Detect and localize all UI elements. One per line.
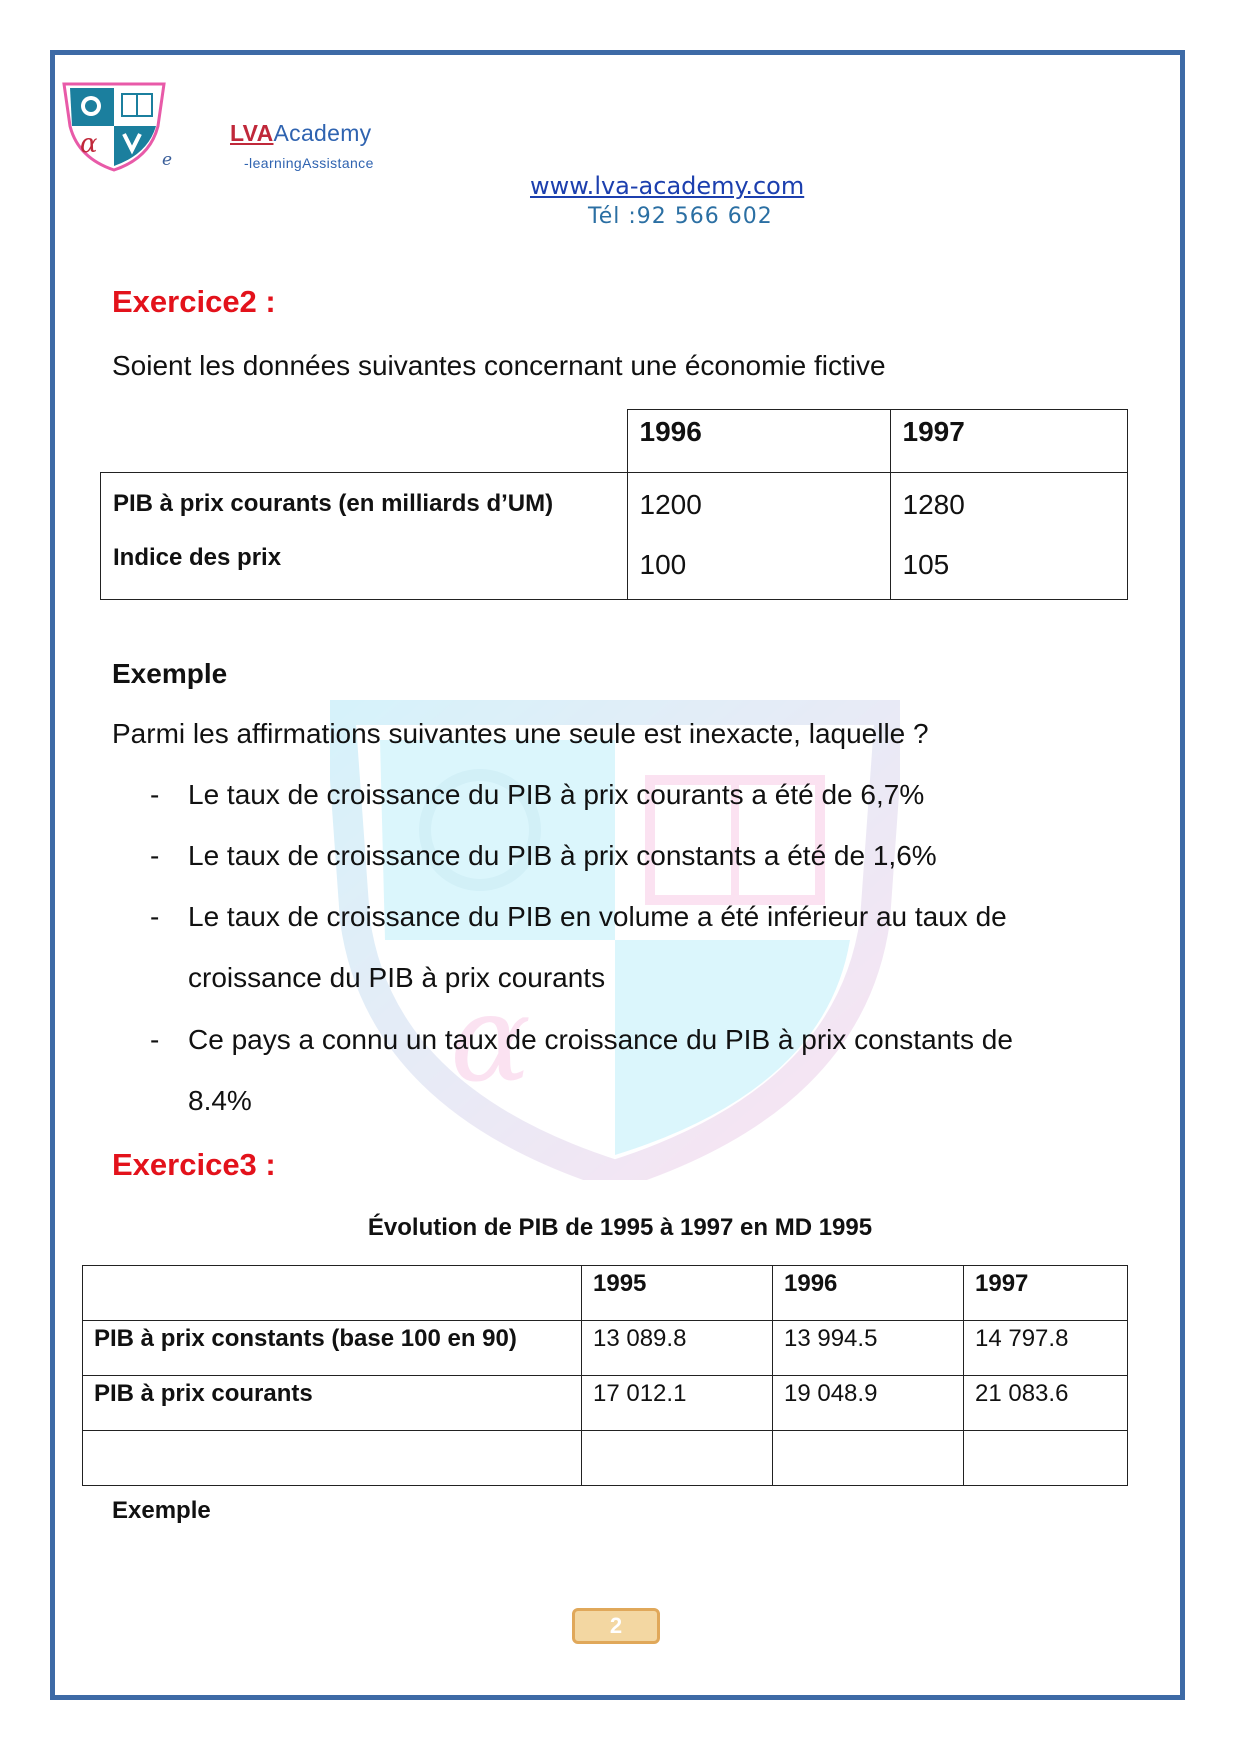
empty-cell bbox=[582, 1431, 773, 1486]
table-col-1997 bbox=[890, 473, 1128, 600]
pib-constants-1997: 14 797.8 bbox=[964, 1321, 1128, 1376]
exercise-2-intro: Soient les données suivantes concernant une économie fictive bbox=[112, 350, 886, 381]
exercise-2-table bbox=[100, 409, 1128, 600]
exercise-2-title: Exercice2 : bbox=[112, 284, 276, 319]
exercise-3-table-title: Évolution de PIB de 1995 à 1997 en MD 1995 bbox=[367, 1214, 873, 1241]
bullet-item: Ce pays a connu un taux de croissance du PIB à prix constants de bbox=[188, 1024, 1013, 1055]
indice-1996: 100 bbox=[639, 549, 687, 580]
bullet-dash: - bbox=[150, 840, 160, 871]
page-number: 2 bbox=[572, 1608, 660, 1644]
pib-1997: 1280 bbox=[902, 489, 965, 520]
exercise-3-title: Exercice3 : bbox=[112, 1147, 276, 1182]
bullet-dash: - bbox=[150, 901, 160, 932]
bullet-item: Le taux de croissance du PIB en volume a été inférieur au taux de bbox=[188, 901, 1007, 932]
brand-lva: LVA bbox=[230, 120, 274, 146]
pib-courants-1996: 19 048.9 bbox=[773, 1376, 964, 1431]
table-header-1996: 1996 bbox=[773, 1266, 964, 1321]
indice-1997: 105 bbox=[902, 549, 950, 580]
brand-academy: Academy bbox=[273, 120, 372, 146]
table-header-1997: 1997 bbox=[964, 1266, 1128, 1321]
table-row-labels bbox=[101, 473, 628, 600]
brand-name bbox=[230, 120, 371, 147]
brand-tagline: -learningAssistance bbox=[244, 155, 374, 171]
row-label-pib-courants: PIB à prix courants bbox=[83, 1376, 582, 1431]
svg-text:α: α bbox=[80, 129, 98, 159]
exercise-3-example-heading: Exemple bbox=[112, 1497, 211, 1524]
row-label-pib: PIB à prix courants (en milliards d’UM) bbox=[113, 490, 554, 517]
row-label-pib-constants: PIB à prix constants (base 100 en 90) bbox=[83, 1321, 582, 1376]
empty-cell bbox=[964, 1431, 1128, 1486]
pib-1996: 1200 bbox=[639, 489, 702, 520]
website-link[interactable]: www.lva-academy.com bbox=[530, 172, 805, 200]
empty-cell bbox=[83, 1431, 582, 1486]
bullet-item: Le taux de croissance du PIB à prix courants a été de 6,7% bbox=[188, 779, 925, 810]
table-col-1996 bbox=[627, 473, 890, 600]
table-empty-corner bbox=[83, 1266, 582, 1321]
bullet-item: Le taux de croissance du PIB à prix constants a été de 1,6% bbox=[188, 840, 937, 871]
exercise-2-question: Parmi les affirmations suivantes une seule est inexacte, laquelle ? bbox=[112, 718, 929, 749]
logo-e-letter: e bbox=[162, 150, 173, 170]
watermark-shield bbox=[330, 700, 900, 1180]
phone-number: Tél :92 566 602 bbox=[588, 204, 773, 229]
row-label-indice: Indice des prix bbox=[113, 544, 282, 571]
table-header-1995: 1995 bbox=[582, 1266, 773, 1321]
empty-cell bbox=[773, 1431, 964, 1486]
bullet-dash: - bbox=[150, 1024, 160, 1055]
pib-constants-1995: 13 089.8 bbox=[582, 1321, 773, 1376]
lva-academy-logo bbox=[58, 80, 173, 172]
bullet-item-continuation: 8.4% bbox=[188, 1085, 252, 1116]
exercise-2-example-heading: Exemple bbox=[112, 658, 228, 689]
pib-courants-1995: 17 012.1 bbox=[582, 1376, 773, 1431]
table-empty-corner bbox=[101, 410, 628, 473]
pib-courants-1997: 21 083.6 bbox=[964, 1376, 1128, 1431]
bullet-item-continuation: croissance du PIB à prix courants bbox=[188, 962, 606, 993]
exercise-3-table bbox=[82, 1265, 1128, 1486]
pib-constants-1996: 13 994.5 bbox=[773, 1321, 964, 1376]
bullet-dash: - bbox=[150, 779, 160, 810]
svg-text:α: α bbox=[450, 970, 532, 1109]
table-header-1997: 1997 bbox=[890, 410, 1128, 473]
table-header-1996: 1996 bbox=[627, 410, 890, 473]
